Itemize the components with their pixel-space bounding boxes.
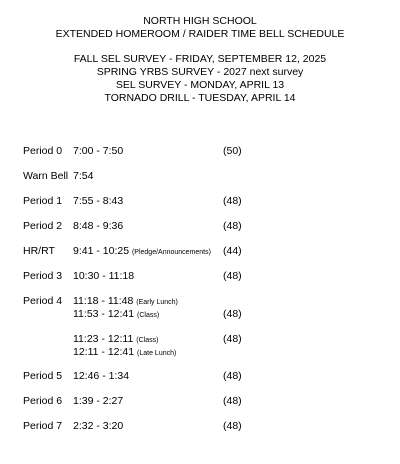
time-range [73,195,123,208]
time-text: 2:32 - 3:20 [73,420,124,432]
period-label: Warn Bell [23,170,69,182]
time-line [0,295,400,308]
time-text: 11:53 - 12:41 [73,308,135,320]
duration-minutes: (48) [223,270,242,282]
time-line [0,370,400,383]
period-label: HR/RT [23,245,55,257]
time-line [0,145,400,158]
duration-minutes: (48) [223,333,242,345]
event-line: SEL SURVEY - MONDAY, APRIL 13 [115,79,285,91]
time-range [73,346,176,360]
time-text: 11:18 - 11:48 [73,295,134,307]
time-line [0,195,400,208]
event-line: TORNADO DRILL - TUESDAY, APRIL 14 [104,92,296,104]
time-text: 7:00 - 7:50 [73,145,124,157]
time-line [0,346,400,359]
time-line [0,333,400,346]
period-label: Period 1 [23,195,63,207]
time-text: 8:48 - 9:36 [73,220,124,232]
period-label: Period 3 [23,270,63,282]
duration-minutes: (48) [223,370,242,382]
time-range [73,295,178,309]
duration-minutes: (48) [223,220,242,232]
period-label: Period 0 [23,145,63,157]
period-label: Period 5 [23,370,63,382]
time-line [0,245,400,258]
event-line: SPRING YRBS SURVEY - 2027 next survey [96,66,304,78]
time-range [73,395,123,408]
duration-minutes: (48) [223,420,242,432]
period-label: Period 2 [23,220,63,232]
time-range [73,145,123,158]
period-label: Period 6 [23,395,63,407]
time-text: 10:30 - 11:18 [73,270,135,282]
schedule-header [0,15,400,105]
period-label: Period 4 [23,295,63,307]
event-line: FALL SEL SURVEY - FRIDAY, SEPTEMBER 12, 2025 [73,53,327,65]
duration-minutes: (48) [223,195,242,207]
time-text: 9:41 - 10:25 [73,245,130,257]
time-text: 11:23 - 12:11 [73,333,134,345]
time-line [0,220,400,233]
time-line [0,170,400,183]
time-range [73,220,123,233]
time-range [73,245,211,259]
time-line [0,308,400,321]
time-text: 12:11 - 12:41 [73,346,135,358]
time-note: (Pledge/Announcements) [131,249,211,256]
time-text: 7:55 - 8:43 [73,195,124,207]
duration-minutes: (48) [223,308,242,320]
duration-minutes: (50) [223,145,242,157]
school-name: NORTH HIGH SCHOOL [143,15,257,27]
duration-minutes: (44) [223,245,242,257]
time-note: (Class) [136,337,159,344]
time-range [73,420,123,433]
time-note: (Class) [137,312,160,319]
time-note: (Late Lunch) [137,350,177,357]
time-line [0,395,400,408]
time-text: 1:39 - 2:27 [73,395,124,407]
time-note: (Early Lunch) [136,299,178,306]
time-text: 12:46 - 1:34 [73,370,130,382]
time-range [73,270,134,283]
time-range [73,308,159,322]
time-line [0,270,400,283]
time-range [73,170,93,183]
period-label: Period 7 [23,420,63,432]
time-range [73,333,158,347]
time-text: 7:54 [73,170,94,182]
schedule-title: EXTENDED HOMEROOM / RAIDER TIME BELL SCHEDULE [55,28,345,40]
duration-minutes: (48) [223,395,242,407]
time-range [73,370,129,383]
time-line [0,420,400,433]
